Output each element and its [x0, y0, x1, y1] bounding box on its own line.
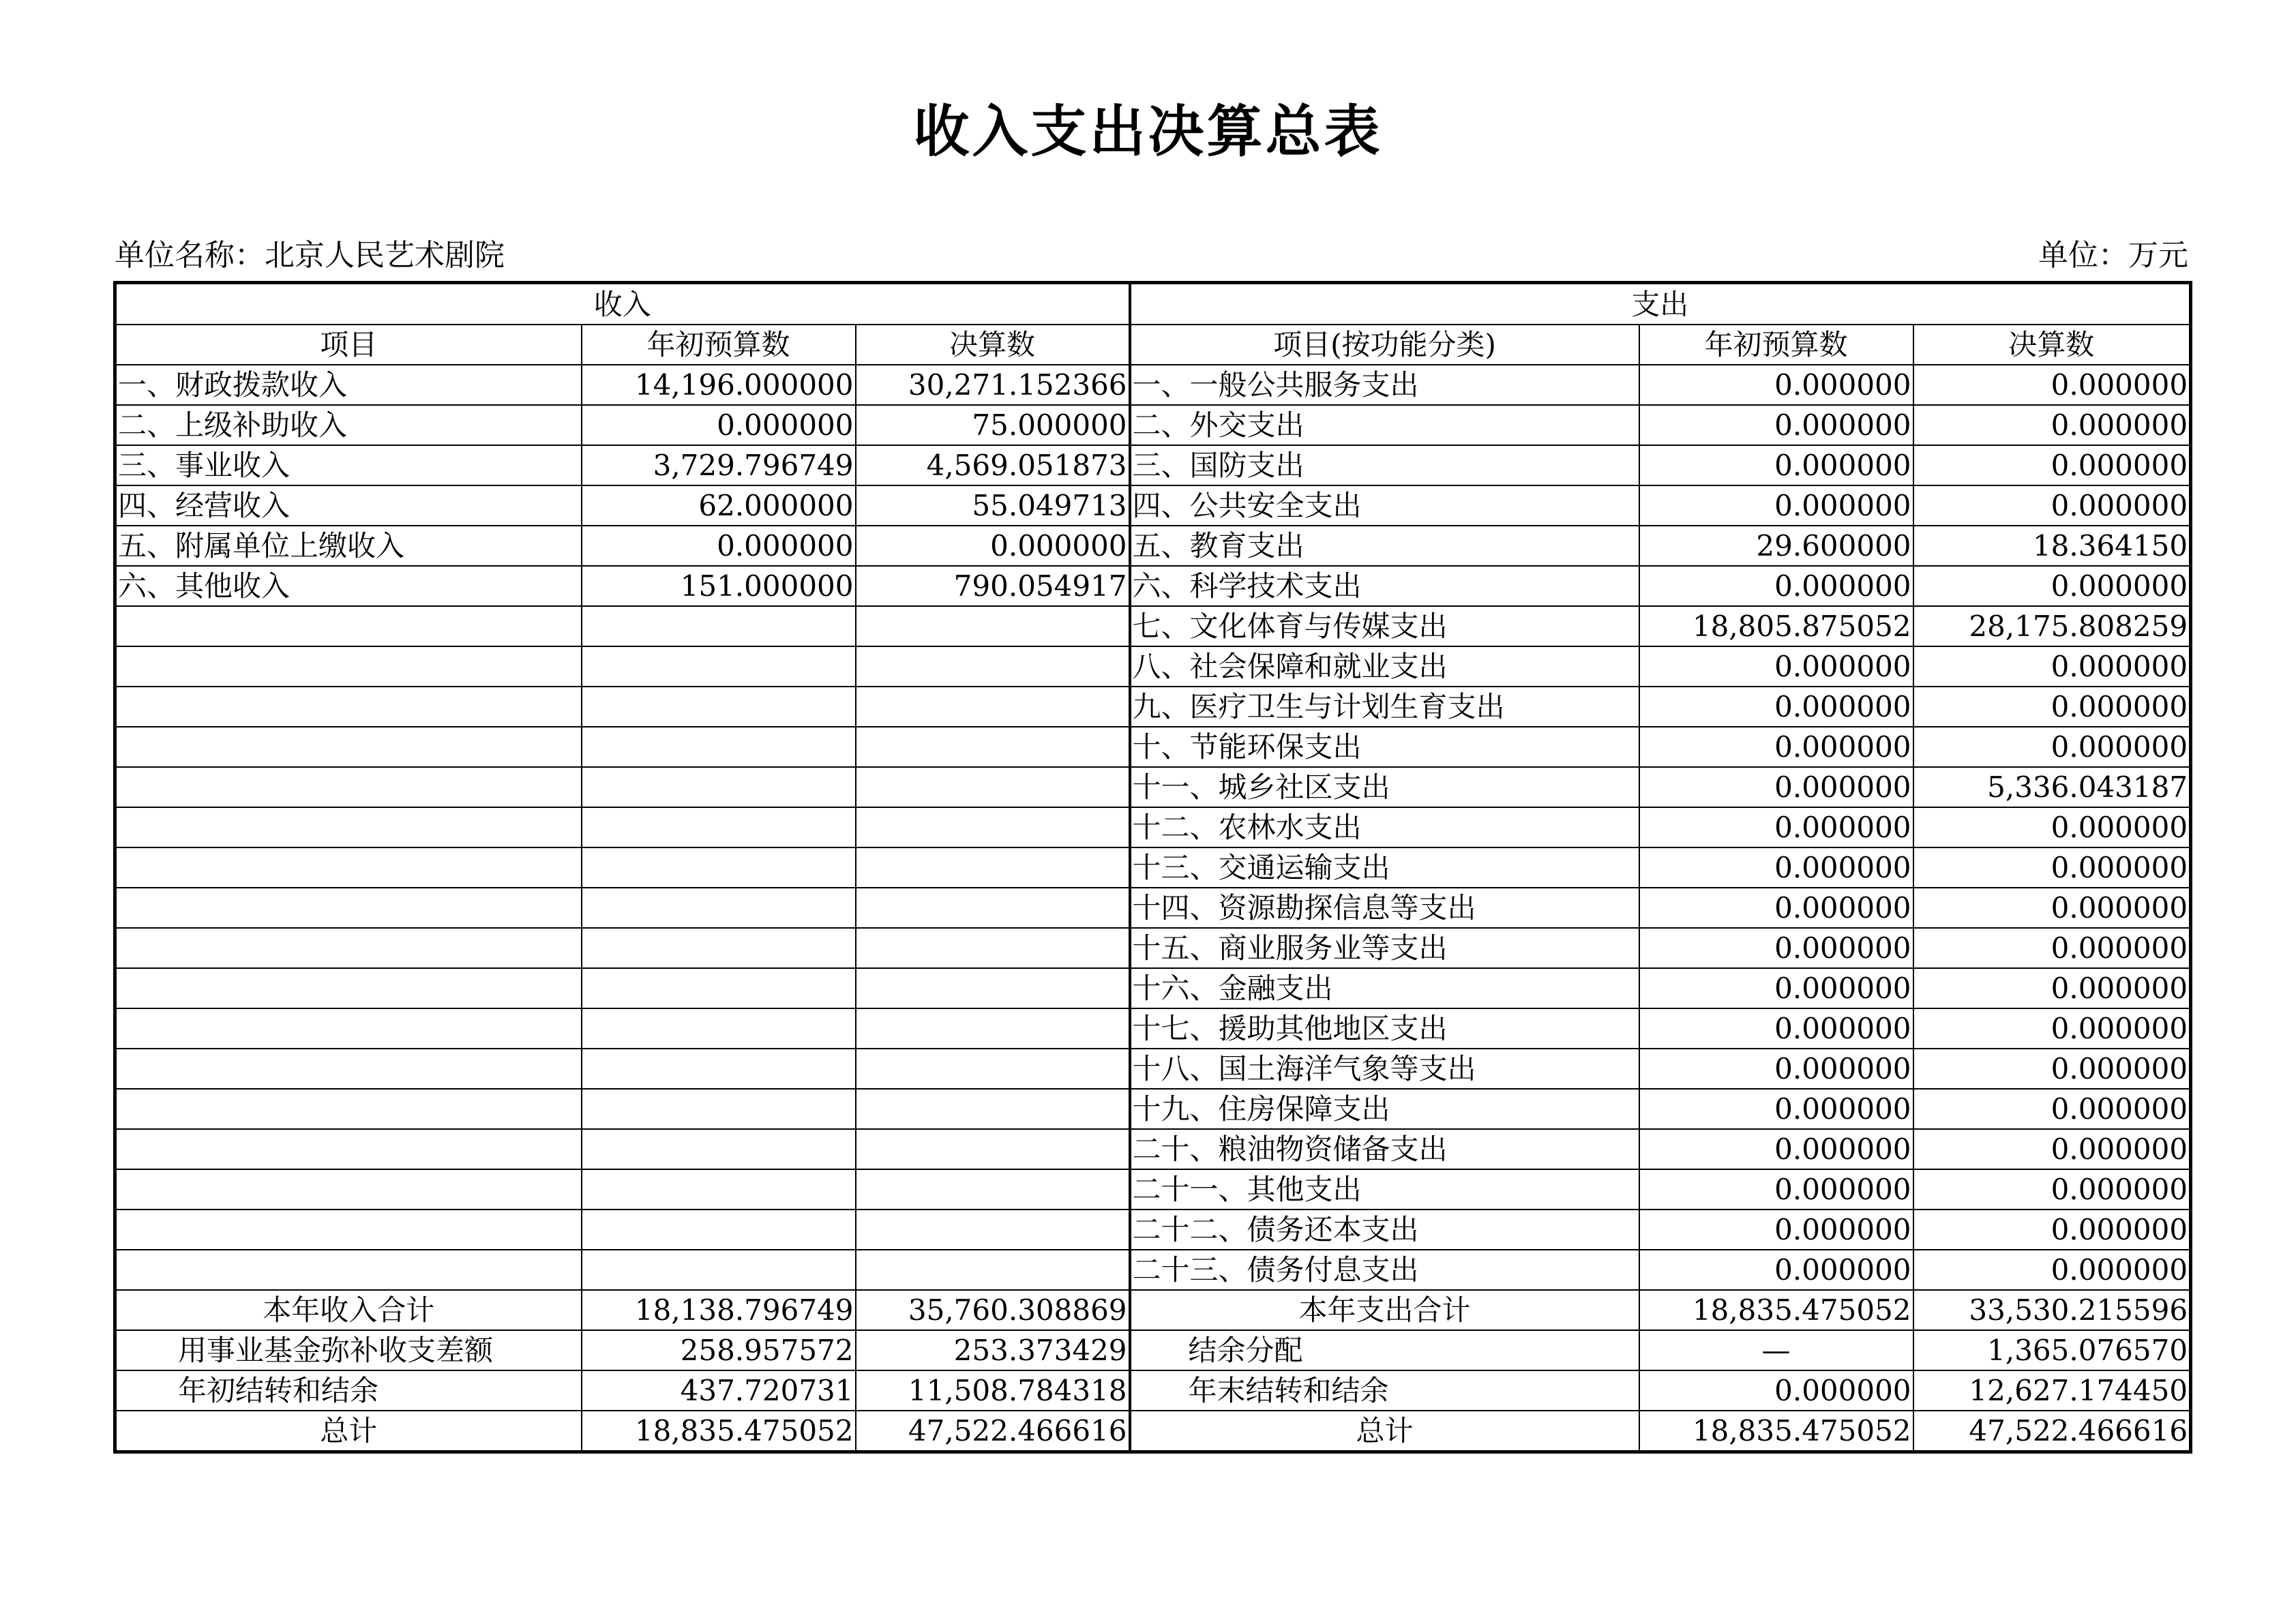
income-final — [856, 1049, 1130, 1089]
expense-group-header: 支出 — [1130, 283, 2191, 325]
income-final: 11,508.784318 — [856, 1370, 1130, 1411]
expense-final: 0.000000 — [1913, 445, 2191, 485]
income-item — [115, 606, 582, 646]
expense-budget: 0.000000 — [1639, 405, 1913, 445]
income-final — [856, 1008, 1130, 1049]
expense-budget: — — [1639, 1330, 1913, 1370]
expense-final: 0.000000 — [1913, 1089, 2191, 1129]
table-row — [115, 928, 2191, 968]
expense-final: 0.000000 — [1913, 365, 2191, 405]
income-final — [856, 1089, 1130, 1129]
expense-item: 十二、农林水支出 — [1130, 807, 1639, 847]
table-row — [115, 485, 2191, 526]
income-budget: 151.000000 — [582, 566, 856, 606]
income-final: 35,760.308869 — [856, 1290, 1130, 1330]
expense-item: 十九、住房保障支出 — [1130, 1089, 1639, 1129]
expense-budget: 0.000000 — [1639, 687, 1913, 727]
detail-rows — [115, 365, 2191, 1290]
expense-budget: 0.000000 — [1639, 1008, 1913, 1049]
expense-final: 0.000000 — [1913, 847, 2191, 888]
expense-final: 0.000000 — [1913, 968, 2191, 1008]
expense-budget: 0.000000 — [1639, 1250, 1913, 1290]
expense-final: 0.000000 — [1913, 807, 2191, 847]
income-final — [856, 767, 1130, 807]
income-item — [115, 646, 582, 687]
income-budget — [582, 807, 856, 847]
income-item-header: 项目 — [115, 325, 582, 365]
expense-item: 本年支出合计 — [1130, 1290, 1639, 1330]
table-row — [115, 526, 2191, 566]
income-budget — [582, 687, 856, 727]
income-budget — [582, 1049, 856, 1089]
table-row — [115, 1049, 2191, 1089]
expense-item: 六、科学技术支出 — [1130, 566, 1639, 606]
income-final — [856, 1129, 1130, 1169]
income-item: 用事业基金弥补收支差额 — [115, 1330, 582, 1370]
income-final: 75.000000 — [856, 405, 1130, 445]
income-budget — [582, 928, 856, 968]
page-title: 收入支出决算总表 — [913, 100, 1383, 164]
expense-budget: 0.000000 — [1639, 1049, 1913, 1089]
expense-item: 十五、商业服务业等支出 — [1130, 928, 1639, 968]
summary-row-total-year — [115, 1290, 2191, 1330]
expense-final: 0.000000 — [1913, 1210, 2191, 1250]
expense-budget: 0.000000 — [1639, 485, 1913, 526]
income-item — [115, 1089, 582, 1129]
expense-item: 三、国防支出 — [1130, 445, 1639, 485]
table-row — [115, 1089, 2191, 1129]
expense-item: 二十二、债务还本支出 — [1130, 1210, 1639, 1250]
summary-row-fund — [115, 1330, 2191, 1370]
income-budget-header: 年初预算数 — [582, 325, 856, 365]
income-budget: 3,729.796749 — [582, 445, 856, 485]
income-item: 年初结转和结余 — [115, 1370, 582, 1411]
income-final — [856, 727, 1130, 767]
expense-budget: 0.000000 — [1639, 1129, 1913, 1169]
income-item — [115, 1129, 582, 1169]
income-item — [115, 968, 582, 1008]
income-item: 二、上级补助收入 — [115, 405, 582, 445]
expense-final: 12,627.174450 — [1913, 1370, 2191, 1411]
expense-budget: 0.000000 — [1639, 727, 1913, 767]
table-row — [115, 1129, 2191, 1169]
income-final — [856, 1210, 1130, 1250]
expense-final: 5,336.043187 — [1913, 767, 2191, 807]
expense-item: 十六、金融支出 — [1130, 968, 1639, 1008]
expense-budget: 18,835.475052 — [1639, 1411, 1913, 1452]
expense-final: 0.000000 — [1913, 1129, 2191, 1169]
expense-budget: 29.600000 — [1639, 526, 1913, 566]
income-item: 五、附属单位上缴收入 — [115, 526, 582, 566]
income-budget — [582, 888, 856, 928]
expense-final: 0.000000 — [1913, 485, 2191, 526]
income-item — [115, 847, 582, 888]
expense-final: 0.000000 — [1913, 405, 2191, 445]
income-item — [115, 1250, 582, 1290]
income-item — [115, 727, 582, 767]
expense-item: 十、节能环保支出 — [1130, 727, 1639, 767]
income-final: 253.373429 — [856, 1330, 1130, 1370]
table-row — [115, 606, 2191, 646]
income-final — [856, 928, 1130, 968]
expense-budget-header: 年初预算数 — [1639, 325, 1913, 365]
expense-item-header: 项目(按功能分类) — [1130, 325, 1639, 365]
income-final: 4,569.051873 — [856, 445, 1130, 485]
income-final — [856, 1169, 1130, 1210]
income-item: 总计 — [115, 1411, 582, 1452]
income-final: 0.000000 — [856, 526, 1130, 566]
expense-final: 0.000000 — [1913, 566, 2191, 606]
expense-item: 结余分配 — [1130, 1330, 1639, 1370]
expense-item: 总计 — [1130, 1411, 1639, 1452]
expense-item: 十八、国土海洋气象等支出 — [1130, 1049, 1639, 1089]
income-item — [115, 687, 582, 727]
income-budget — [582, 1169, 856, 1210]
expense-final: 33,530.215596 — [1913, 1290, 2191, 1330]
income-item — [115, 767, 582, 807]
expense-budget: 0.000000 — [1639, 1210, 1913, 1250]
expense-item: 九、医疗卫生与计划生育支出 — [1130, 687, 1639, 727]
expense-final: 1,365.076570 — [1913, 1330, 2191, 1370]
income-budget — [582, 727, 856, 767]
income-budget — [582, 767, 856, 807]
income-budget — [582, 1129, 856, 1169]
expense-item: 十四、资源勘探信息等支出 — [1130, 888, 1639, 928]
income-budget: 437.720731 — [582, 1370, 856, 1411]
income-budget — [582, 847, 856, 888]
expense-item: 十一、城乡社区支出 — [1130, 767, 1639, 807]
expense-item: 十七、援助其他地区支出 — [1130, 1008, 1639, 1049]
income-budget — [582, 1089, 856, 1129]
unit-name: 单位名称：北京人民艺术剧院 — [115, 238, 505, 273]
income-budget — [582, 968, 856, 1008]
column-header-row — [115, 325, 2191, 365]
table-row — [115, 405, 2191, 445]
expense-budget: 18,835.475052 — [1639, 1290, 1913, 1330]
table-row — [115, 687, 2191, 727]
table-row — [115, 807, 2191, 847]
expense-final: 18.364150 — [1913, 526, 2191, 566]
expense-budget: 0.000000 — [1639, 767, 1913, 807]
income-item: 六、其他收入 — [115, 566, 582, 606]
income-item — [115, 1210, 582, 1250]
income-budget: 62.000000 — [582, 485, 856, 526]
income-item — [115, 888, 582, 928]
income-final: 790.054917 — [856, 566, 1130, 606]
expense-final: 0.000000 — [1913, 1049, 2191, 1089]
summary-rows — [115, 1290, 2191, 1452]
expense-budget: 0.000000 — [1639, 1370, 1913, 1411]
expense-item: 八、社会保障和就业支出 — [1130, 646, 1639, 687]
table-row — [115, 566, 2191, 606]
income-budget — [582, 1250, 856, 1290]
expense-final: 0.000000 — [1913, 646, 2191, 687]
income-final-header: 决算数 — [856, 325, 1130, 365]
expense-final: 0.000000 — [1913, 687, 2191, 727]
expense-final: 0.000000 — [1913, 1250, 2191, 1290]
summary-row-carryover — [115, 1370, 2191, 1411]
expense-item: 四、公共安全支出 — [1130, 485, 1639, 526]
income-final — [856, 847, 1130, 888]
income-item: 四、经营收入 — [115, 485, 582, 526]
expense-item: 一、一般公共服务支出 — [1130, 365, 1639, 405]
table-row — [115, 968, 2191, 1008]
income-final — [856, 606, 1130, 646]
table-row — [115, 1169, 2191, 1210]
table-row — [115, 888, 2191, 928]
income-final — [856, 888, 1130, 928]
income-expense-table — [113, 281, 2192, 1454]
table-row — [115, 847, 2191, 888]
expense-budget: 0.000000 — [1639, 1089, 1913, 1129]
expense-item: 二十一、其他支出 — [1130, 1169, 1639, 1210]
table-row — [115, 767, 2191, 807]
income-budget: 18,138.796749 — [582, 1290, 856, 1330]
income-final — [856, 687, 1130, 727]
expense-budget: 0.000000 — [1639, 365, 1913, 405]
expense-final: 0.000000 — [1913, 1008, 2191, 1049]
expense-item: 二十、粮油物资储备支出 — [1130, 1129, 1639, 1169]
expense-item: 年末结转和结余 — [1130, 1370, 1639, 1411]
income-final — [856, 1250, 1130, 1290]
income-item: 本年收入合计 — [115, 1290, 582, 1330]
income-group-header: 收入 — [115, 283, 1130, 325]
income-final: 55.049713 — [856, 485, 1130, 526]
group-header-row — [115, 283, 2191, 325]
income-item: 一、财政拨款收入 — [115, 365, 582, 405]
income-budget — [582, 646, 856, 687]
table-row — [115, 445, 2191, 485]
income-budget: 14,196.000000 — [582, 365, 856, 405]
unit-label: 单位：万元 — [2038, 238, 2188, 273]
expense-budget: 0.000000 — [1639, 566, 1913, 606]
expense-item: 二十三、债务付息支出 — [1130, 1250, 1639, 1290]
income-item — [115, 807, 582, 847]
expense-final: 0.000000 — [1913, 1169, 2191, 1210]
expense-budget: 0.000000 — [1639, 928, 1913, 968]
income-budget — [582, 1210, 856, 1250]
expense-item: 五、教育支出 — [1130, 526, 1639, 566]
expense-final-header: 决算数 — [1913, 325, 2191, 365]
table-row — [115, 1008, 2191, 1049]
expense-budget: 0.000000 — [1639, 847, 1913, 888]
expense-final: 0.000000 — [1913, 888, 2191, 928]
expense-budget: 0.000000 — [1639, 1169, 1913, 1210]
table-row — [115, 646, 2191, 687]
table-row — [115, 1250, 2191, 1290]
expense-budget: 0.000000 — [1639, 968, 1913, 1008]
expense-final: 0.000000 — [1913, 727, 2191, 767]
expense-budget: 18,805.875052 — [1639, 606, 1913, 646]
income-budget: 18,835.475052 — [582, 1411, 856, 1452]
income-final — [856, 646, 1130, 687]
income-final — [856, 968, 1130, 1008]
expense-budget: 0.000000 — [1639, 888, 1913, 928]
income-final — [856, 807, 1130, 847]
income-budget: 0.000000 — [582, 526, 856, 566]
expense-final: 28,175.808259 — [1913, 606, 2191, 646]
summary-row-grand-total — [115, 1411, 2191, 1452]
income-item — [115, 928, 582, 968]
income-budget — [582, 606, 856, 646]
income-budget — [582, 1008, 856, 1049]
income-final: 30,271.152366 — [856, 365, 1130, 405]
table-row — [115, 1210, 2191, 1250]
expense-item: 二、外交支出 — [1130, 405, 1639, 445]
income-item — [115, 1049, 582, 1089]
income-item: 三、事业收入 — [115, 445, 582, 485]
income-final: 47,522.466616 — [856, 1411, 1130, 1452]
table-row — [115, 727, 2191, 767]
income-item — [115, 1169, 582, 1210]
income-budget: 0.000000 — [582, 405, 856, 445]
expense-final: 0.000000 — [1913, 928, 2191, 968]
expense-item: 七、文化体育与传媒支出 — [1130, 606, 1639, 646]
expense-budget: 0.000000 — [1639, 646, 1913, 687]
expense-budget: 0.000000 — [1639, 807, 1913, 847]
income-budget: 258.957572 — [582, 1330, 856, 1370]
expense-budget: 0.000000 — [1639, 445, 1913, 485]
expense-final: 47,522.466616 — [1913, 1411, 2191, 1452]
expense-item: 十三、交通运输支出 — [1130, 847, 1639, 888]
table-row — [115, 365, 2191, 405]
income-item — [115, 1008, 582, 1049]
